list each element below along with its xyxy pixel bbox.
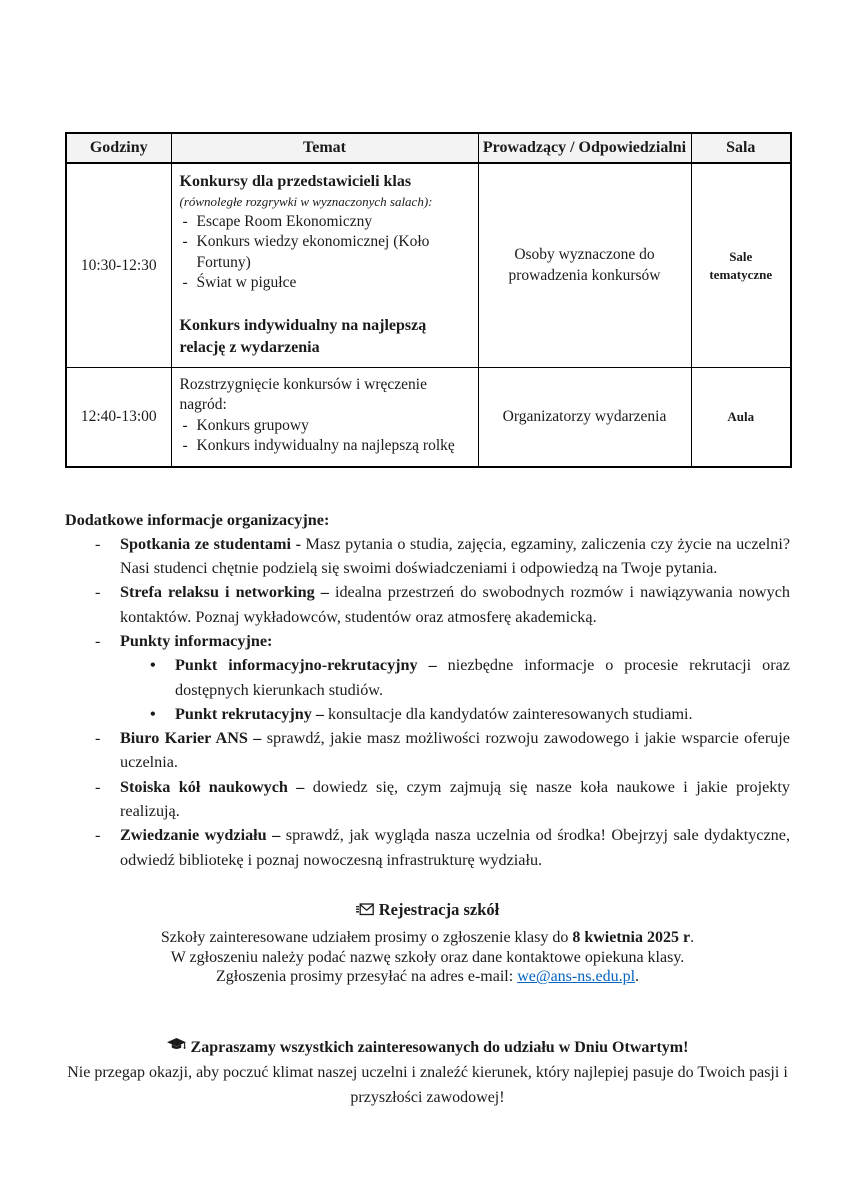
sub-item-text (175, 653, 790, 702)
topic-list-item-text: Konkurs wiedzy ekonomicznej (Koło Fortuny) (196, 233, 430, 271)
list-bullet: • (150, 704, 156, 723)
registration-line1-text: Szkoły zainteresowane udziałem prosimy o zgłoszenie klasy do (160, 929, 573, 947)
sub-item-rest: niezbędne informacje o procesie rekrutacji oraz dostępnych kierunkach studiów. (175, 656, 790, 699)
closing-title: Zapraszamy wszystkich zainteresowanych do udziału w Dniu Otwartym! (190, 1038, 689, 1056)
header-sala: Sala (691, 133, 791, 163)
info-item-text (120, 726, 790, 775)
list-dash: - (95, 777, 101, 796)
topic-cell (171, 163, 478, 367)
info-item-strefa (65, 580, 790, 629)
header-temat: Temat (171, 133, 478, 163)
schedule-table (65, 132, 792, 468)
topic-list-item-text: Escape Room Ekonomiczny (196, 212, 373, 230)
table-row (66, 163, 791, 367)
header-godziny: Godziny (66, 133, 171, 163)
list-dash: - (95, 583, 101, 602)
closing-section (65, 1036, 790, 1111)
room-cell: Sale tematyczne (691, 163, 791, 367)
list-dash: - (95, 534, 101, 553)
header-prowadzacy: Prowadzący / Odpowiedzialni (478, 133, 691, 163)
info-item-bold: Spotkania ze studentami - (120, 534, 306, 553)
info-item-rest: idealna przestrzeń do swobodnych rozmów i nawiązywania nowych kontaktów. Poznaj wykładowców, studentów oraz atmosferę akademicką. (120, 583, 790, 626)
registration-line-2: W zgłoszeniu należy podać nazwę szkoły oraz dane kontaktowe opiekuna klasy. (170, 948, 685, 966)
topic-list-item (180, 212, 468, 232)
registration-section (65, 900, 790, 987)
info-item-stoiska (65, 775, 790, 824)
list-bullet: • (150, 656, 156, 675)
info-item-bold: Punkty informacyjne: (120, 631, 273, 650)
registration-title-row (65, 900, 790, 921)
info-item-bold: Strefa relaksu i networking – (120, 583, 335, 602)
sub-item-rest: konsultacje dla kandydatów zainteresowanych studiami. (328, 704, 693, 723)
info-item-rest: Masz pytania o studia, zajęcia, egzaminy, zaliczenia czy życie na uczelni? Nasi studenci chętnie podzielą się swoimi doświadczeniami i odpowiedzą na Twoje pytania. (120, 534, 791, 578)
topic-list-item (180, 273, 468, 293)
info-sub-item-rekrutacyjny (120, 702, 790, 726)
topic-cell (171, 367, 478, 466)
closing-title-row (65, 1036, 790, 1062)
info-item-zwiedzanie (65, 823, 790, 872)
time-cell: 12:40-13:00 (66, 367, 171, 466)
info-item-rest: sprawdź, jakie masz możliwości rozwoju zawodowego i jakie wsparcie oferuje uczelnia. (120, 729, 790, 772)
topic-subtitle: (równoległe rozgrywki w wyznaczonych salach): (179, 193, 433, 209)
sub-item-bold: Punkt rekrutacyjny – (175, 704, 329, 723)
graduation-cap-icon (167, 1037, 186, 1062)
list-dash: - (182, 437, 188, 455)
registration-title: Rejestracja szkół (378, 899, 500, 919)
additional-info-section (65, 508, 790, 872)
topic-list-item (180, 436, 468, 456)
topic-list-item-text: Konkurs indywidualny na najlepszą rolkę (196, 437, 455, 455)
table-header-row (66, 133, 791, 163)
registration-line1-end: . (690, 929, 695, 947)
topic-list-item-text: Świat w pigułce (196, 274, 297, 292)
registration-line-3 (65, 967, 790, 987)
room-cell: Aula (691, 367, 791, 466)
registration-line-1 (65, 928, 790, 948)
info-sub-item-rekrutacyjny-info (120, 653, 790, 702)
closing-text: Nie przegap okazji, aby poczuć klimat naszej uczelni i znaleźć kierunek, który najlepiej pasuje do Twoich pasji i przyszłości zawodowej! (67, 1064, 788, 1107)
list-dash: - (182, 212, 188, 230)
time-cell: 10:30-12:30 (66, 163, 171, 367)
list-dash: - (182, 233, 188, 251)
info-item-punkty (65, 629, 790, 726)
info-item-text (120, 823, 790, 872)
list-dash: - (95, 729, 101, 748)
email-icon (356, 901, 374, 921)
info-item-bold: Biuro Karier ANS – (120, 729, 267, 748)
info-item-rest: sprawdź, jak wygląda nasza uczelnia od środka! Obejrzyj sale dydaktyczne, odwiedź bibliotekę i poznaj nowoczesną infrastrukturę wydziału. (120, 826, 790, 869)
leader-cell: Organizatorzy wydarzenia (478, 367, 691, 466)
info-item-text (120, 775, 790, 824)
info-item-text (120, 580, 790, 629)
info-heading: Dodatkowe informacje organizacyjne: (65, 510, 330, 529)
topic-list-item-text: Konkurs grupowy (196, 416, 309, 434)
sub-item-bold: Punkt informacyjno-rekrutacyjny – (175, 656, 448, 675)
registration-deadline: 8 kwietnia 2025 r (572, 929, 691, 947)
table-row (66, 367, 791, 466)
topic-list-item (180, 232, 468, 273)
list-dash: - (182, 416, 188, 434)
info-item-biuro-karier (65, 726, 790, 775)
topic-footer: Konkurs indywidualny na najlepszą relację z wydarzenia (179, 317, 427, 356)
topic-title: Konkursy dla przedstawicieli klas (179, 173, 412, 191)
email-link[interactable]: we@ans-ns.edu.pl (517, 968, 636, 986)
info-item-rest: dowiedz się, czym zajmują się nasze koła naukowe i jakie projekty realizują. (120, 777, 790, 821)
topic-intro: Rozstrzygnięcie konkursów i wręczenie nagród: (179, 375, 427, 414)
topic-list-item (180, 416, 468, 436)
info-item-bold: Stoiska kół naukowych – (120, 777, 313, 796)
registration-line3-end: . (635, 968, 640, 986)
info-item-text (120, 532, 790, 581)
leader-cell: Osoby wyznaczone do prowadzenia konkursów (478, 163, 691, 367)
info-item-spotkania (65, 532, 790, 581)
info-item-bold: Zwiedzanie wydziału – (120, 826, 286, 845)
list-dash: - (182, 274, 188, 292)
registration-line3-text: Zgłoszenia prosimy przesyłać na adres e-mail: (215, 968, 518, 986)
info-item-text (120, 629, 790, 726)
list-dash: - (95, 826, 101, 845)
list-dash: - (95, 631, 101, 650)
sub-item-text (175, 702, 790, 726)
